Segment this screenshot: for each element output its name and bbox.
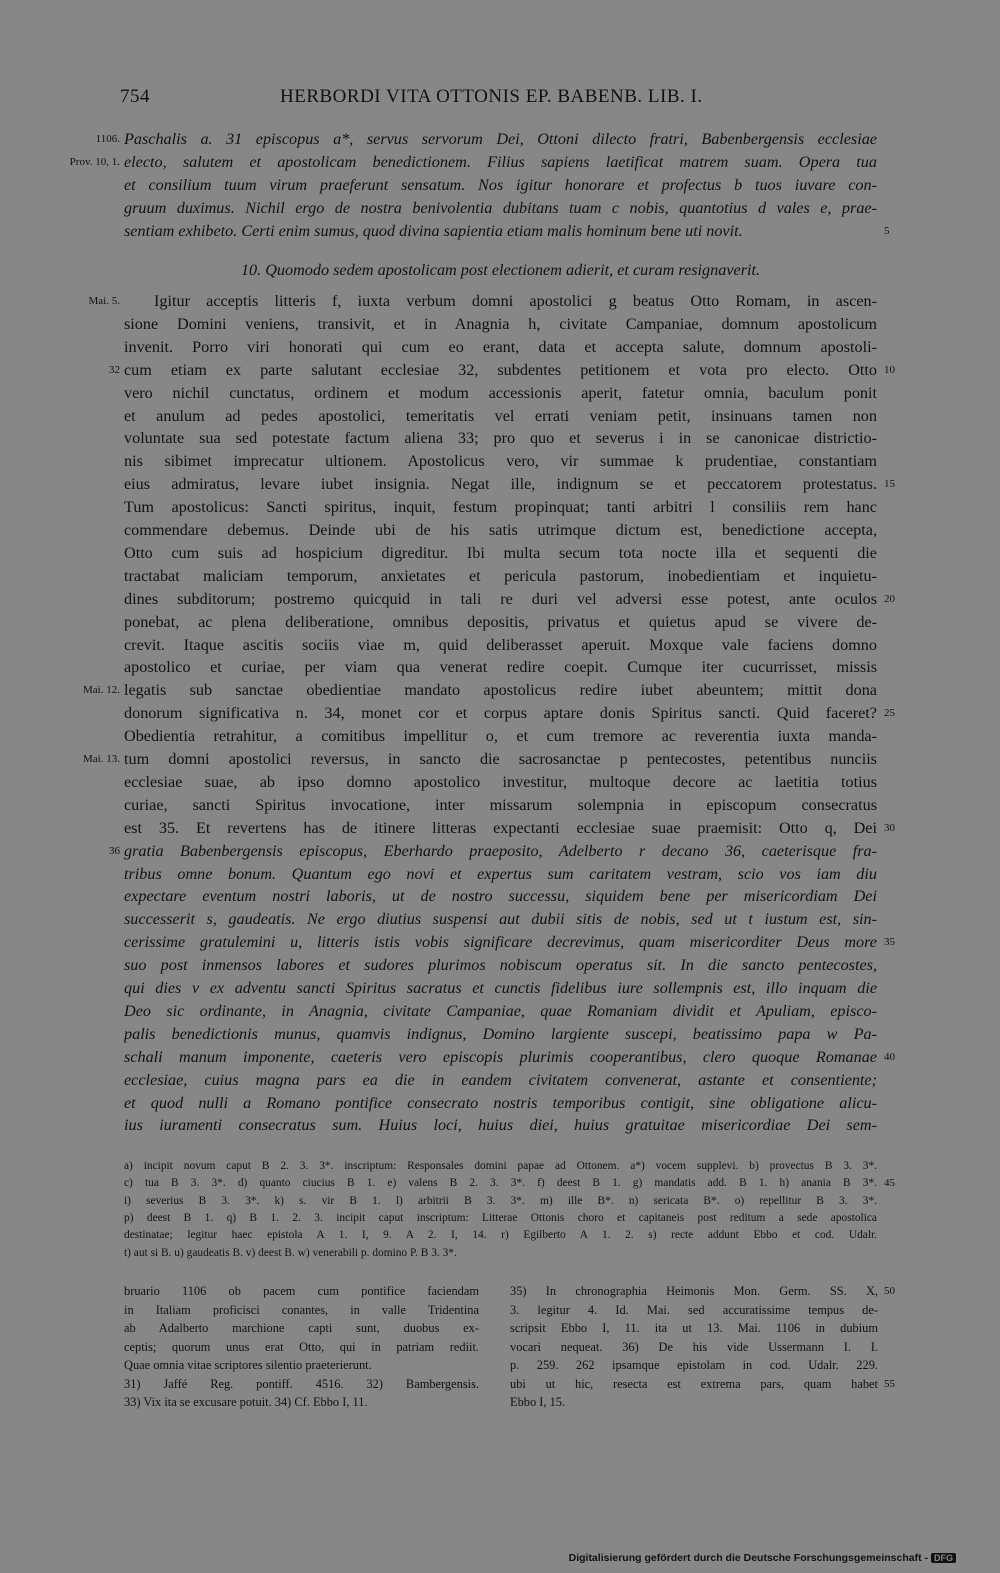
- running-title: HERBORDI VITA OTTONIS EP. BABENB. LIB. I.: [280, 86, 703, 107]
- main-line: suo post inmensos labores et sudores plurimos nobiscum operatus sit. In die sancto pentecostes,: [124, 956, 877, 975]
- main-line: crevit. Itaque ascitis sociis viae m, quid deliberasset aperuit. Moxque vale faciens domno: [124, 635, 877, 654]
- main-margin-note: 36: [109, 844, 120, 857]
- apparatus-line-number: 45: [884, 1177, 895, 1190]
- main-line: voluntate sua sed potestate factum aliena 33; pro quo et severus i in se canonicae districtio-: [124, 429, 877, 448]
- apparatus-line: p) deest B 1. q) B 1. 2. 3. incipit caput inscriptum: Litterae Ottonis choro et capitaneis post reditum a sede apostolica: [124, 1211, 877, 1224]
- main-line: Tum apostolicus: Sancti spiritus, inquit, festum propinquat; tanti arbitri l consiliis rem hanc: [124, 498, 877, 517]
- main-line: nis sibimet imprecatur ultionem. Apostolicus vero, vir summae k prudentiae, constantiam: [124, 452, 877, 471]
- main-line: Deo sic ordinante, in Anagnia, civitate Campaniae, quae Romaniam dividit et Apuliam, episco-: [124, 1001, 877, 1020]
- footnote-right-line: p. 259. 262 ipsamque epistolam in cod. Udalr. 229.: [510, 1358, 878, 1372]
- footnote-left-line: Quae omnia vitae scriptores silentio praeterierunt.: [124, 1358, 372, 1372]
- letter-line: Paschalis a. 31 episcopus a*, servus servorum Dei, Ottoni dilecto fratri, Babenbergensis ecclesiae: [124, 130, 877, 148]
- main-line: donorum significativa n. 34, monet cor et corpus aptare donis Spiritus sancti. Quid faceret?: [124, 704, 877, 723]
- footnote-left-line: bruario 1106 ob pacem cum pontifice faciendam: [124, 1284, 479, 1298]
- main-line: Otto cum suis ad hospicium digreditur. Ibi multa secum tota nocte illa et sequenti die: [124, 543, 877, 562]
- footnote-right-line: 35) In chronographia Heimonis Mon. Germ. SS. X,: [510, 1284, 878, 1298]
- apparatus-line: destinatae; legitur haec epistola A 1. I, 9. A 2. I, 14. r) Egilberto A 1. 2. s) recte addunt Ebbo et cod. Udalr.: [124, 1229, 877, 1242]
- main-line: invenit. Porro viri honorati qui cum eo erant, data et accepta salute, domnum apostoli-: [124, 337, 877, 356]
- main-line: commendare debemus. Deinde ubi de his satis utrimque dictum est, benedictione accepta,: [124, 521, 877, 539]
- main-line-number: 25: [884, 707, 895, 720]
- main-line: legatis sub sanctae obedientiae mandato apostolicus redire iubet abeuntem; mittit dona: [124, 681, 877, 700]
- main-line: schali manum imponente, caeteris vero episcopis plurimis cooperantibus, clero quoque Romanae: [124, 1047, 877, 1066]
- letter-line: electo, salutem et apostolicam benedictionem. Filius sapiens laetificat matrem suam. Opera tua: [124, 153, 877, 171]
- letter-line: gruum duximus. Nichil ergo de nostra benivolentia dubitans tuam c nobis, quantotius d vales e, prae-: [124, 199, 877, 217]
- running-header: [120, 86, 880, 112]
- apparatus-line: i) severius B 3. 3*. k) s. vir B 1. l) arbitrii B 3. 3*. m) ille B*. n) sericata B*. o) repellitur B 3. 3*.: [124, 1194, 877, 1207]
- footnote-line-number: 50: [884, 1285, 895, 1297]
- footnote-right-line: scripsit Ebbo I, 11. ita ut 13. Mai. 1106 in dubium: [510, 1321, 878, 1335]
- dfg-logo-icon: DFG: [931, 1553, 956, 1563]
- main-line: ius iuramenti consecratus sum. Huius loci, huius diei, huius gratuitae misericordiae Dei sem-: [124, 1116, 877, 1135]
- main-line: vero nichil cunctatus, ordinem et modum accessionis aperit, fatetur omnia, baculum ponit: [124, 383, 877, 402]
- letter-line-number: 5: [884, 225, 890, 237]
- main-line-number: 15: [884, 478, 895, 491]
- footnote-right-line: 3. legitur 4. Id. Mai. sed accuratissime tempus de-: [510, 1302, 878, 1317]
- footnote-right-line: Ebbo I, 15.: [510, 1395, 566, 1409]
- main-margin-note: Mai. 5.: [88, 295, 120, 307]
- main-line: ecclesiae suae, ab ipso domno apostolico investitur, multoque decore ac laetitia totius: [124, 772, 877, 791]
- apparatus-line: a) incipit novum caput B 2. 3. 3*. inscriptum: Responsales domini papae ad Ottonem. a*) vocem supplevi. b) provectus B 3. 3*.: [124, 1160, 877, 1172]
- footnote-left-line: ab Adalberto marchione capti sunt, duobus ex-: [124, 1321, 479, 1335]
- letter-line: sentiam exhibeto. Certi enim sumus, quod divina sapientia etiam malis hominum bene uti novit.: [124, 222, 743, 240]
- main-line: ecclesiae, cuius magna pars ea die in eandem civitatem convenerat, astante et consentiente;: [124, 1070, 877, 1089]
- main-line: et quod nulli a Romano pontifice consecrato nostris temporibus contigit, sine obligatione alicu-: [124, 1093, 877, 1112]
- main-line: est 35. Et revertens has de itinere litteras expectanti ecclesiae suae praemisit: Otto q, Dei: [124, 818, 877, 837]
- main-line: qui dies v ex adventu sancti Spiritus sacratus et cunctis fidelibus iure sollempnis est, illo inquam die: [124, 979, 877, 997]
- main-line: curiae, sancti Spiritus invocatione, inter missarum solempnia in episcopum consecratus: [124, 795, 877, 814]
- main-line: cum etiam ex parte salutant ecclesiae 32, subdentes petitionem et vota pro electo. Otto: [124, 360, 877, 379]
- digitization-credit: [569, 1552, 956, 1564]
- main-line: Obedientia retrahitur, a comitibus impellitur o, et cum tremore ac reverentia iuxta manda-: [124, 727, 877, 746]
- main-line: ponebat, ac plena deliberatione, omnibus depositis, privatus et quietus apud se vivere de-: [124, 612, 877, 631]
- letter-margin-note: 1106.: [95, 133, 120, 145]
- main-margin-note: 32: [109, 363, 120, 376]
- main-margin-note: Mai. 13.: [83, 753, 120, 765]
- main-line: eius admiratus, levare iubet insignia. Negat ille, indignum se et peccatorem protestatus.: [124, 475, 877, 494]
- main-line-number: 30: [884, 821, 895, 834]
- main-line: dines subditorum; postremo quicquid in tali re duri vel adversi esse potest, ante oculos: [124, 589, 877, 608]
- main-line: tribus omne bonum. Quantum ego novi et expertus sum caritatem vestram, scio vos iam diu: [124, 864, 877, 883]
- letter-line: et consilium tuum virum praeferunt sensatum. Nos igitur honorare et profectus b tuos iuvare con-: [124, 176, 877, 194]
- main-line: expectare eventum nostri laboris, ut de nostro successu, siquidem bene per misericordiam Dei: [124, 887, 877, 906]
- footnote-left-line: in Italiam proficisci conantes, in valle Tridentina: [124, 1302, 479, 1317]
- apparatus-line: c) tua B 3. 3*. d) quanto ciucius B 1. e) valens B 2. 3. 3*. f) deest B 1. g) mandatis add. B 1. h) anania B 3*.: [124, 1177, 877, 1190]
- main-line-number: 40: [884, 1050, 895, 1063]
- main-margin-note: Mai. 12.: [83, 684, 120, 697]
- footnote-left-line: 31) Jaffé Reg. pontiff. 4516. 32) Bambergensis.: [124, 1376, 479, 1391]
- main-line: gratia Babenbergensis episcopus, Eberhardo praeposito, Adelberto r decano 36, caeterisque fra-: [124, 841, 877, 860]
- footnote-left-line: ceptis; quorum unus erat Otto, qui in patriam rediit.: [124, 1339, 479, 1354]
- main-line: successerit s, gaudeatis. Ne ergo diutius suspensi aut dubii sitis de nobis, sed ut t iustum est, sin-: [124, 910, 877, 929]
- credit-text: Digitalisierung gefördert durch die Deutsche Forschungsgemeinschaft -: [568, 1552, 928, 1564]
- main-line: sione Domini veniens, transivit, et in Anagnia h, civitate Campaniae, domnum apostolicum: [124, 314, 877, 333]
- main-line: palis benedictionis munus, quamvis indignus, Domino largiente suscepi, beatissimo papa w Pa-: [124, 1024, 877, 1043]
- chapter-heading: 10. Quomodo sedem apostolicam post electionem adierit, et curam resignaverit.: [240, 261, 761, 279]
- footnote-right-line: vocari nequeat. 36) De his vide Ussermann I. I.: [510, 1339, 878, 1354]
- footnote-left-line: 33) Vix ita se excusare potuit. 34) Cf. Ebbo I, 11.: [124, 1395, 368, 1409]
- main-line: Igitur acceptis litteris f, iuxta verbum domni apostolici g beatus Otto Romam, in ascen-: [154, 292, 877, 310]
- main-line: apostolico et curiae, per viam qua venerat redire coepit. Cumque iter cucurrisset, missis: [124, 658, 877, 677]
- page-number: 754: [120, 86, 150, 107]
- footnote-line-number: 55: [884, 1377, 895, 1390]
- apparatus-line: t) aut si B. u) gaudeatis B. v) deest B. w) venerabili p. domino P. B 3. 3*.: [124, 1246, 457, 1259]
- main-line-number: 35: [884, 936, 895, 949]
- letter-margin-note: Prov. 10, 1.: [69, 156, 120, 168]
- footnote-right-line: ubi ut hic, resecta est extrema pars, quam habet: [510, 1376, 878, 1391]
- main-line: tum domni apostolici reversus, in sancto die sacrosanctae p pentecostes, petentibus nunciis: [124, 750, 877, 768]
- main-line: cerissime gratulemini u, litteris istis vobis significare decrevimus, quam misericorditer Deus more: [124, 933, 877, 952]
- main-line-number: 10: [884, 363, 895, 376]
- main-line-number: 20: [884, 592, 895, 605]
- main-line: et anulum ad pedes apostolici, temeritatis vel errati veniam petit, insinuans tamen non: [124, 406, 877, 425]
- main-line: tractabat maliciam temporum, anxietates et pericula pastorum, inobedientiam et inquietu-: [124, 566, 877, 585]
